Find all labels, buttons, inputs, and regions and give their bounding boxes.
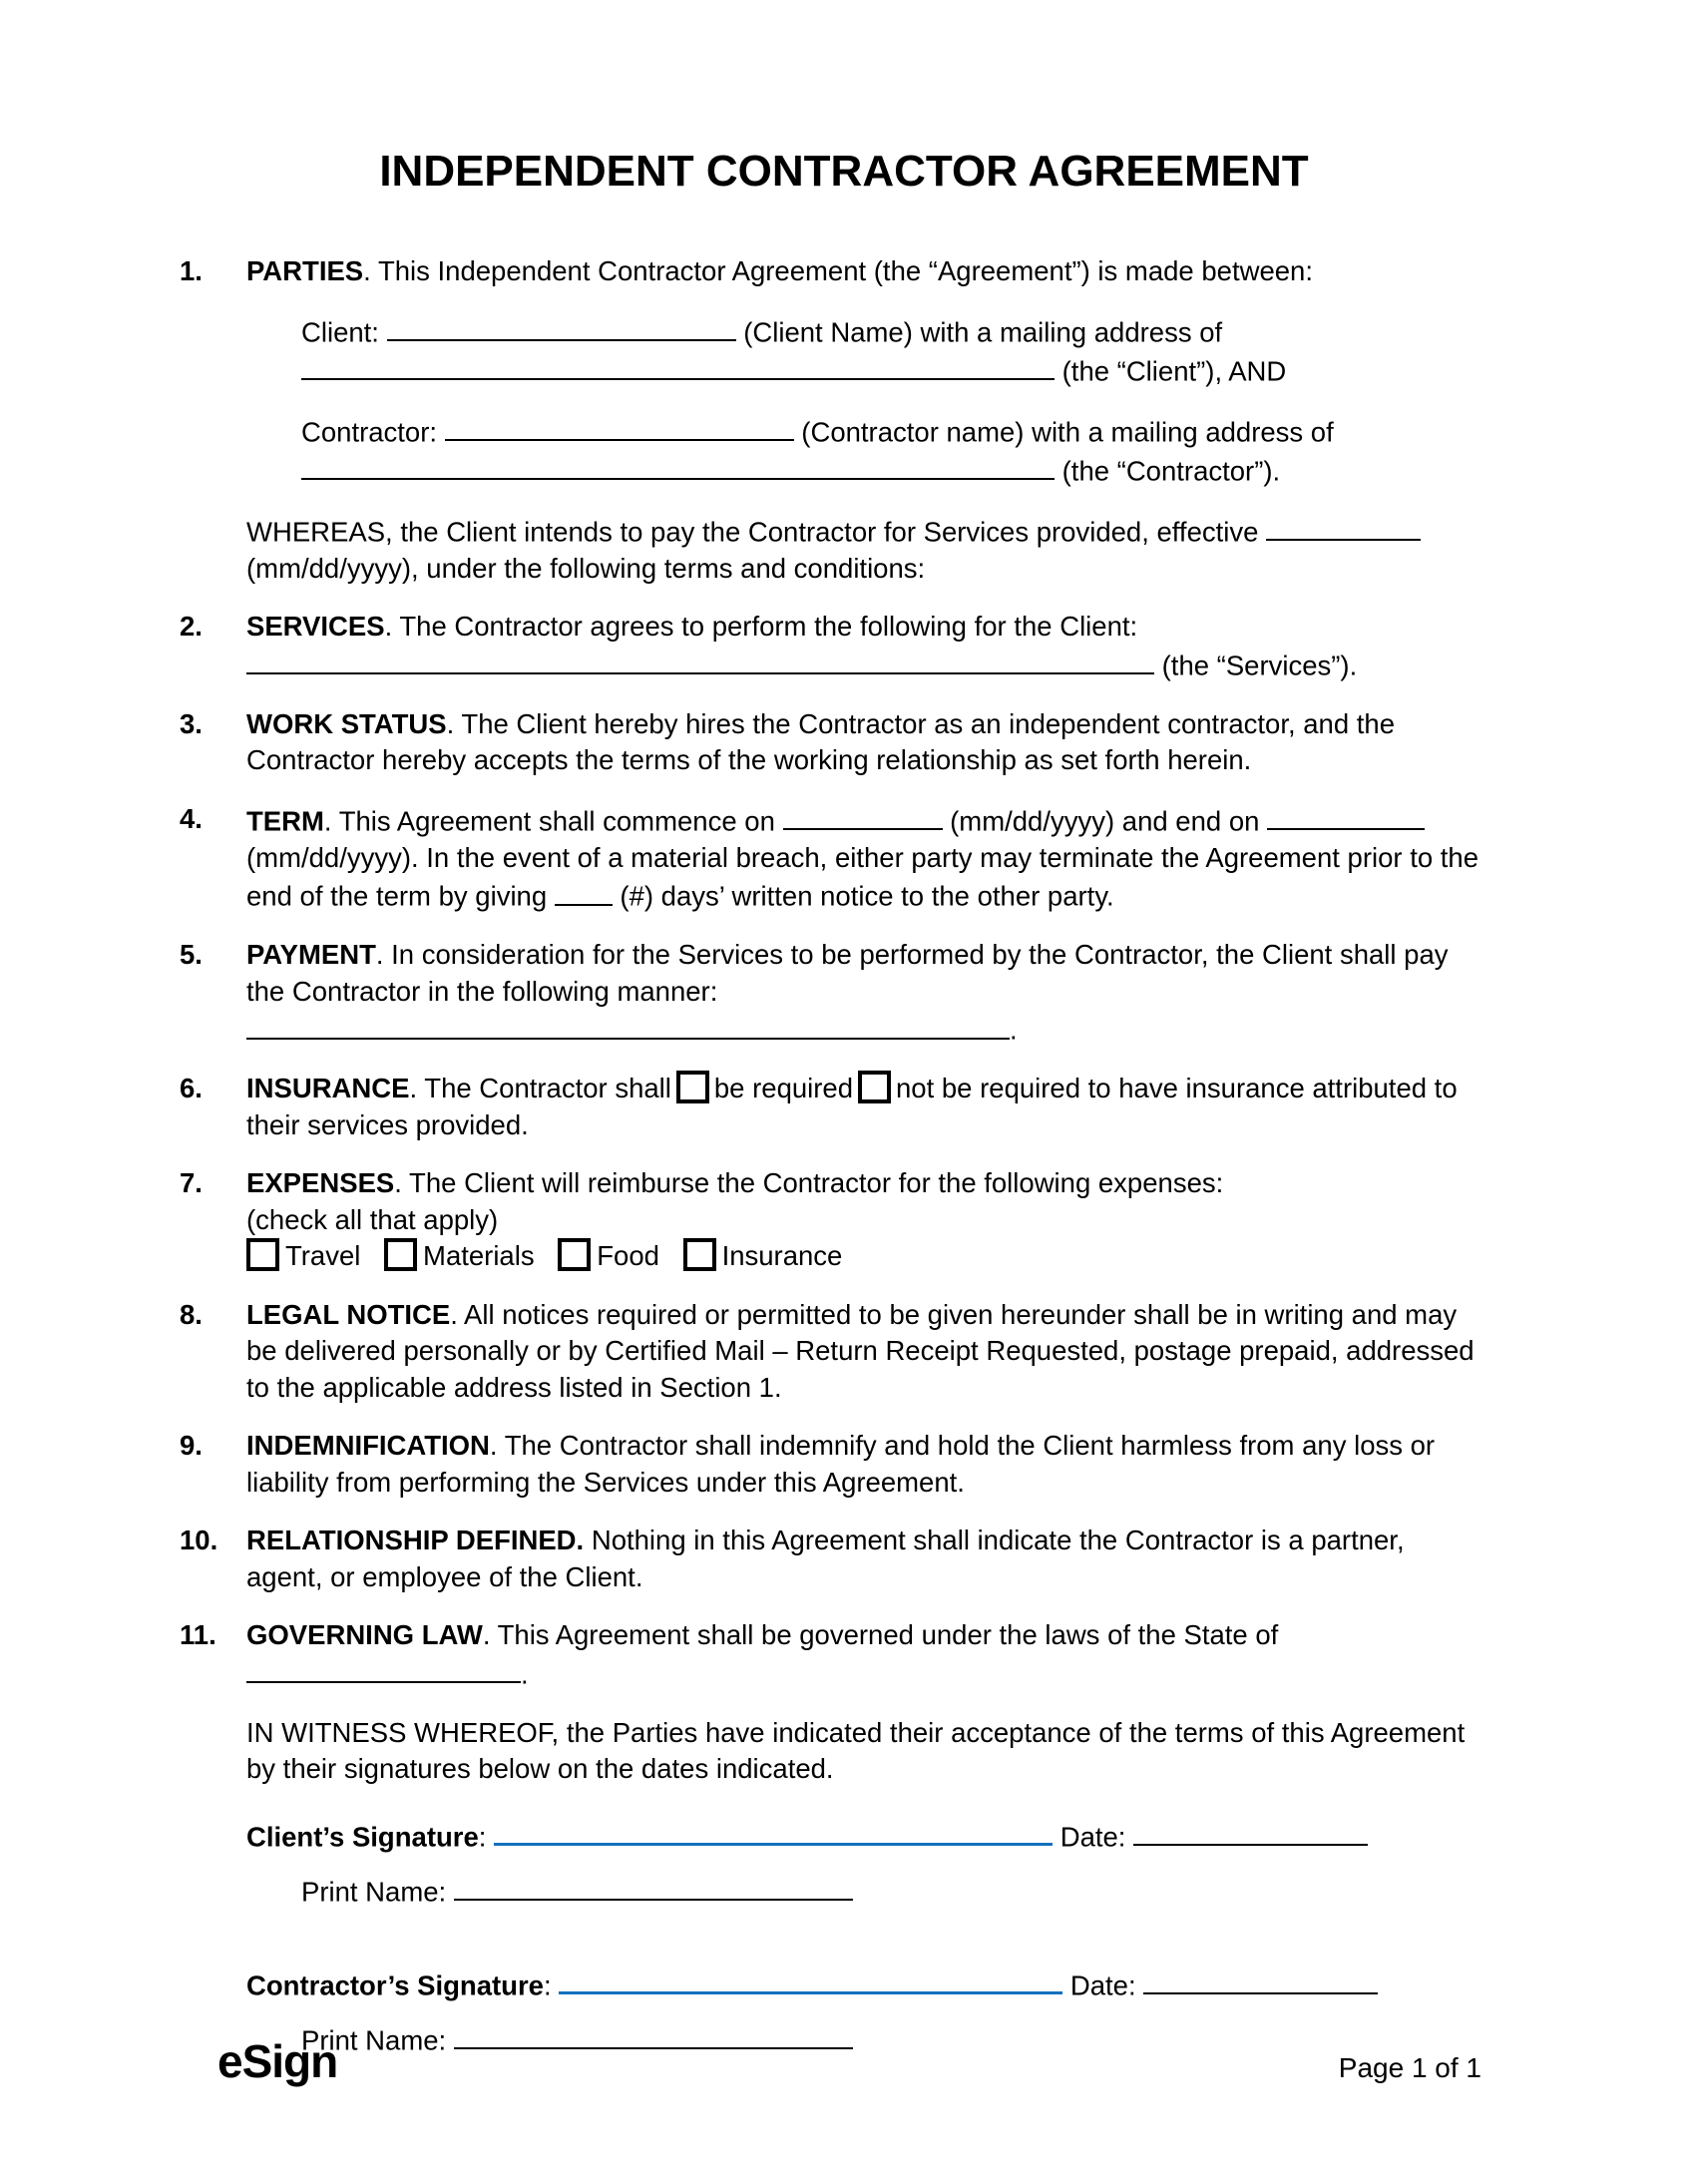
term-end-date-blank[interactable] [1267, 801, 1425, 831]
section-heading: SERVICES [246, 611, 385, 642]
client-print-label: Print Name: [301, 1876, 454, 1907]
expense-label-food: Food [597, 1240, 659, 1271]
section-relationship-defined [180, 1523, 1486, 1595]
section-work-status [180, 706, 1486, 779]
section-number: 2. [180, 611, 203, 642]
payment-text: . In consideration for the Services to be performed by the Contractor, the Client shall pay the Contractor in the following manner: [246, 939, 1449, 1007]
parties-intro [246, 253, 1486, 290]
contractor-signature-line[interactable] [559, 1965, 1062, 1995]
client-signature-label: Client’s Signature [246, 1821, 479, 1852]
expense-option-travel [246, 1240, 360, 1271]
section-term [180, 801, 1486, 916]
expense-label-insurance: Insurance [721, 1240, 843, 1271]
insurance-text-2: be required [713, 1073, 854, 1103]
section-number: 5. [180, 939, 203, 970]
section-heading: PAYMENT [246, 939, 376, 970]
work-status-text: . The Client hereby hires the Contractor as an independent contractor, and the Contractor hereby accepts the terms of the working relationship as set forth herein. [246, 707, 1395, 775]
section-number: 7. [180, 1167, 203, 1198]
contractor-signature-label: Contractor’s Signature [246, 1969, 544, 2000]
contractor-date-blank[interactable] [1143, 1966, 1378, 1995]
section-number: 3. [180, 707, 203, 739]
section-heading: EXPENSES [246, 1167, 395, 1198]
section-content [246, 706, 1486, 779]
insurance-text-1: . The Contractor shall [409, 1073, 671, 1103]
whereas-paragraph [246, 512, 1486, 588]
contractor-address-blank[interactable] [301, 451, 1055, 481]
term-text-2: (mm/dd/yyyy) and end on [942, 805, 1268, 836]
client-name-note: (Client Name) with a mailing address of [735, 316, 1223, 347]
expense-option-food [558, 1240, 659, 1271]
contractor-row [301, 412, 1486, 490]
client-date-label: Date: [1059, 1821, 1134, 1852]
contractor-name-note: (Contractor name) with a mailing address of [793, 416, 1334, 447]
checkbox-food[interactable] [558, 1238, 591, 1271]
contractor-signature-row [246, 1965, 1486, 2004]
client-signature-line[interactable] [494, 1816, 1053, 1847]
page-title: INDEPENDENT CONTRACTOR AGREEMENT [379, 147, 1309, 196]
contractor-label: Contractor: [301, 416, 445, 447]
expense-label-materials: Materials [423, 1240, 535, 1271]
client-date-blank[interactable] [1133, 1817, 1368, 1847]
section-heading: INSURANCE [246, 1073, 410, 1103]
section-number: 4. [180, 802, 203, 834]
expenses-intro [246, 1165, 1486, 1202]
section-payment [180, 937, 1486, 1049]
expenses-text: . The Client will reimburse the Contractor for the following expenses: [394, 1167, 1224, 1198]
insurance-text-3: not be required to have insurance attributed to their services provided. [246, 1073, 1458, 1140]
governing-state-blank[interactable] [246, 1654, 521, 1684]
client-name-blank[interactable] [387, 312, 736, 342]
section-insurance [180, 1071, 1486, 1143]
page-footer [217, 2037, 1481, 2087]
esign-logo: eSign [217, 2035, 338, 2087]
checkbox-insurance[interactable] [683, 1238, 716, 1271]
term-text-4: (#) days’ written notice to the other party. [612, 880, 1114, 912]
relationship-text: Nothing in this Agreement shall indicate the Contractor is a partner, agent, or employee of the Client. [246, 1525, 1405, 1592]
client-label: Client: [301, 316, 387, 347]
checkbox-materials[interactable] [384, 1238, 417, 1271]
client-address-suffix: (the “Client”), AND [1055, 355, 1287, 386]
payment-manner-blank[interactable] [246, 1010, 1010, 1040]
section-parties [180, 253, 1486, 587]
witness-paragraph: IN WITNESS WHEREOF, the Parties have indicated their acceptance of the terms of this Agreement by their signatures below on the dates indicated. [246, 1716, 1466, 1784]
section-services [180, 609, 1486, 684]
expense-option-insurance [683, 1240, 843, 1271]
document-body [180, 253, 1486, 2059]
term-start-date-blank[interactable] [783, 801, 943, 831]
checkbox-travel[interactable] [246, 1238, 279, 1271]
whereas-text-after: (mm/dd/yyyy), under the following terms and conditions: [246, 552, 926, 584]
insurance-not-required-checkbox[interactable] [858, 1071, 891, 1103]
term-text-1: . This Agreement shall commence on [323, 805, 783, 836]
contractor-date-label: Date: [1069, 1969, 1144, 2000]
parties-intro-text: . This Independent Contractor Agreement (the “Agreement”) is made between: [363, 255, 1313, 286]
section-content [246, 1297, 1486, 1407]
contractor-name-blank[interactable] [445, 412, 794, 442]
label-colon: : [543, 1969, 560, 2000]
insurance-required-checkbox[interactable] [676, 1071, 709, 1103]
section-expenses [180, 1165, 1486, 1275]
governing-law-period: . [521, 1658, 529, 1689]
page-number: Page 1 of 1 [1338, 2052, 1481, 2083]
term-notice-days-blank[interactable] [555, 876, 613, 906]
section-content [246, 1523, 1486, 1595]
whereas-text-before: WHEREAS, the Client intends to pay the Contractor for Services provided, effective [246, 516, 1267, 547]
services-suffix: (the “Services”). [1154, 650, 1358, 680]
client-address-blank[interactable] [301, 351, 1055, 381]
section-number: 1. [180, 255, 203, 286]
contractor-address-suffix: (the “Contractor”). [1055, 455, 1281, 486]
section-content [246, 1617, 1486, 1693]
section-heading: GOVERNING LAW [246, 1619, 483, 1650]
label-colon: : [478, 1821, 495, 1852]
section-number: 10. [180, 1525, 218, 1555]
section-heading: PARTIES [246, 255, 364, 286]
expense-label-travel: Travel [285, 1240, 361, 1271]
section-content [246, 253, 1486, 587]
legal-notice-text: . All notices required or permitted to be given hereunder shall be in writing and may be delivered personally or by Certified Mail – Return Receipt Requested, postage prepaid, addressed to the applicable address listed in Section 1. [246, 1298, 1475, 1403]
section-number: 8. [180, 1298, 203, 1330]
client-print-name-blank[interactable] [454, 1872, 853, 1902]
expenses-note: (check all that apply) [246, 1203, 499, 1235]
section-heading: WORK STATUS [246, 707, 447, 739]
section-indemnification [180, 1428, 1486, 1501]
indemnification-text: . The Contractor shall indemnify and hold the Client harmless from any loss or liability from performing the Services under this Agreement. [246, 1430, 1436, 1498]
payment-period: . [1010, 1014, 1018, 1046]
section-heading: TERM [246, 805, 324, 836]
contractor-print-label: Print Name: [301, 2024, 454, 2055]
expenses-options-row [246, 1238, 1486, 1275]
client-row [301, 312, 1486, 390]
section-governing-law [180, 1617, 1486, 1693]
section-heading: RELATIONSHIP DEFINED. [246, 1525, 585, 1555]
services-text: . The Contractor agrees to perform the following for the Client: [384, 611, 1138, 642]
expense-option-materials [384, 1240, 535, 1271]
section-number: 9. [180, 1430, 203, 1461]
section-number: 6. [180, 1073, 203, 1103]
section-heading: LEGAL NOTICE [246, 1298, 451, 1330]
client-print-name-row [301, 1872, 1486, 1911]
governing-law-text: . This Agreement shall be governed under the laws of the State of [482, 1619, 1279, 1650]
section-number: 11. [180, 1619, 216, 1650]
effective-date-blank[interactable] [1266, 512, 1421, 542]
section-content [246, 1165, 1486, 1275]
term-text-3: (mm/dd/yyyy). In the event of a material breach, either party may terminate the Agreement prior to the end of the term by giving [246, 841, 1479, 912]
section-legal-notice [180, 1297, 1486, 1407]
section-content [246, 1071, 1486, 1143]
section-content [246, 937, 1486, 1049]
section-content [246, 801, 1486, 916]
services-blank[interactable] [246, 646, 1154, 675]
section-heading: INDEMNIFICATION [246, 1430, 490, 1461]
section-content [246, 1428, 1486, 1501]
section-content [246, 609, 1486, 684]
client-signature-row [246, 1816, 1486, 1856]
